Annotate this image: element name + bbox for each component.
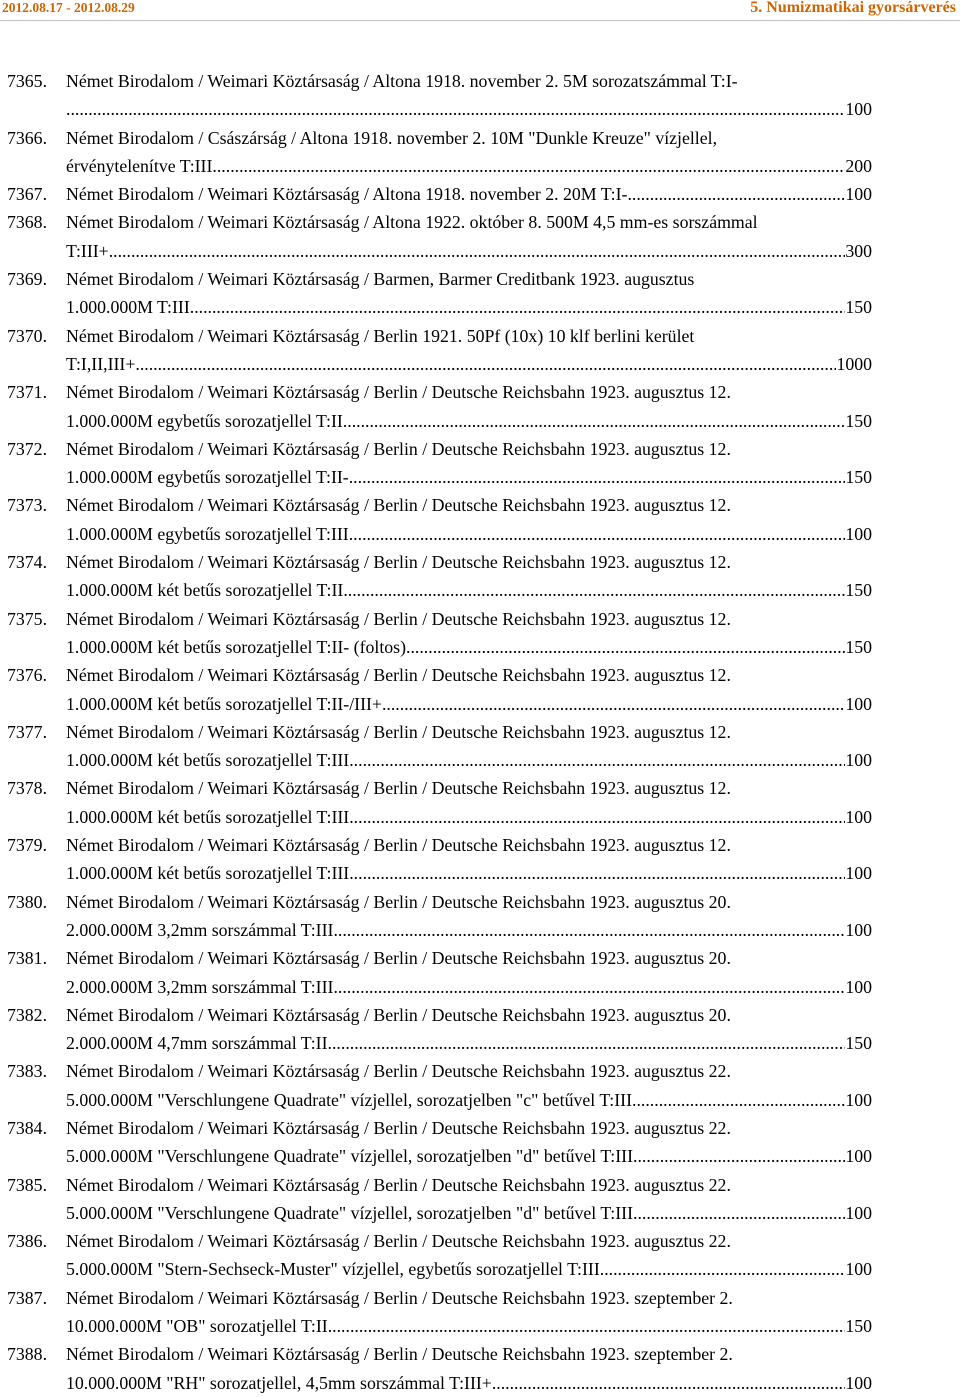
lot-price-line <box>66 350 872 378</box>
lot-description-line: 1.000.000M T:III <box>66 297 190 318</box>
lot-item <box>0 265 960 322</box>
lot-starting-price: 200 <box>845 155 872 176</box>
lot-price-line <box>66 576 872 604</box>
lot-description-line: Német Birodalom / Császárság / Altona 1918. november 2. 10M "Dunkle Kreuze" vízjellel, <box>66 127 718 148</box>
lot-price-line <box>66 1312 872 1340</box>
lot-price-line <box>66 916 872 944</box>
lot-item <box>0 1171 960 1228</box>
lot-price-line <box>66 1369 872 1397</box>
lot-description-line: Német Birodalom / Weimari Köztársaság / Berlin / Deutsche Reichsbahn 1923. augusztus 22. <box>66 1117 731 1138</box>
lot-description <box>66 491 872 548</box>
lot-description-line: 5.000.000M "Verschlungene Quadrate" vízjellel, sorozatjelben "c" betűvel T:III <box>66 1089 633 1110</box>
lot-description-line: Német Birodalom / Weimari Köztársaság / Berlin / Deutsche Reichsbahn 1923. augusztus 12. <box>66 835 731 856</box>
lot-item <box>0 1340 960 1397</box>
lot-description-line: T:III+ <box>66 240 109 261</box>
lot-price-line <box>66 1029 872 1057</box>
lot-description-line: 5.000.000M "Stern-Sechseck-Muster" vízjellel, egybetűs sorozatjellel T:III <box>66 1259 600 1280</box>
lot-number: 7386. <box>7 1231 48 1252</box>
lot-description-line: 2.000.000M 4,7mm sorszámmal T:II <box>66 1033 328 1054</box>
lot-price-line <box>66 95 872 123</box>
dot-leader <box>349 463 846 491</box>
lot-price-line <box>66 803 872 831</box>
lot-starting-price: 150 <box>845 636 872 657</box>
lot-item <box>0 67 960 124</box>
dot-leader <box>349 746 845 774</box>
lot-description <box>66 124 872 181</box>
lot-number: 7371. <box>7 382 48 403</box>
dot-leader <box>382 690 845 718</box>
dot-leader <box>328 1312 846 1340</box>
lot-description-line: 1.000.000M egybetűs sorozatjellel T:III <box>66 523 349 544</box>
lot-description-line: Német Birodalom / Weimari Köztársaság / Berlin / Deutsche Reichsbahn 1923. augusztus 12. <box>66 665 731 686</box>
lot-description <box>66 1114 872 1171</box>
lot-description-line: Német Birodalom / Weimari Köztársaság / Altona 1918. november 2. 20M T:I- <box>66 184 628 205</box>
lot-starting-price: 100 <box>845 1259 872 1280</box>
lot-price-line <box>66 180 872 208</box>
lot-description-line: Német Birodalom / Weimari Köztársaság / Berlin / Deutsche Reichsbahn 1923. augusztus 12. <box>66 552 731 573</box>
lot-description-line: Német Birodalom / Weimari Köztársaság / Berlin / Deutsche Reichsbahn 1923. augusztus 12. <box>66 495 731 516</box>
lot-description-line: 1.000.000M két betűs sorozatjellel T:III <box>66 806 350 827</box>
lot-item <box>0 831 960 888</box>
lot-description <box>66 1227 872 1284</box>
lot-starting-price: 100 <box>845 1089 872 1110</box>
lot-starting-price: 150 <box>845 580 872 601</box>
dot-leader <box>343 407 846 435</box>
lot-number: 7387. <box>7 1287 48 1308</box>
lot-number: 7385. <box>7 1174 48 1195</box>
lot-price-line <box>66 633 872 661</box>
lot-starting-price: 100 <box>845 750 872 771</box>
lot-description-line: 10.000.000M "OB" sorozatjellel T:II <box>66 1316 328 1337</box>
lot-item <box>0 1114 960 1171</box>
lot-number: 7380. <box>7 891 48 912</box>
lot-description-line: Német Birodalom / Weimari Köztársaság / Berlin / Deutsche Reichsbahn 1923. szeptember 2. <box>66 1287 733 1308</box>
lot-starting-price: 150 <box>845 297 872 318</box>
lot-description <box>66 378 872 435</box>
lot-description-line: Német Birodalom / Weimari Köztársaság / Altona 1918. november 2. 5M sorozatszámmal T:I- <box>66 71 738 91</box>
lot-price-line <box>66 746 872 774</box>
lot-item <box>0 548 960 605</box>
lot-description-line: Német Birodalom / Weimari Köztársaság / Berlin / Deutsche Reichsbahn 1923. augusztus 22. <box>66 1061 731 1082</box>
lot-description <box>66 944 872 1001</box>
dot-leader <box>633 1199 845 1227</box>
lot-price-line <box>66 973 872 1001</box>
lot-description <box>66 322 872 379</box>
lot-item <box>0 605 960 662</box>
lot-starting-price: 100 <box>845 1202 872 1223</box>
lot-item <box>0 1284 960 1341</box>
lot-item <box>0 1001 960 1058</box>
lot-number: 7367. <box>7 184 48 205</box>
lot-number: 7366. <box>7 127 48 148</box>
lot-item <box>0 180 960 208</box>
dot-leader <box>492 1369 846 1397</box>
dot-leader <box>333 973 845 1001</box>
lot-description <box>66 1057 872 1114</box>
lot-item <box>0 208 960 265</box>
lot-item <box>0 124 960 181</box>
lot-description-line: 5.000.000M "Verschlungene Quadrate" vízjellel, sorozatjelben "d" betűvel T:III <box>66 1202 634 1223</box>
dot-leader <box>406 633 845 661</box>
lot-description <box>66 1171 872 1228</box>
lot-starting-price: 100 <box>845 693 872 714</box>
lot-description-line: Német Birodalom / Weimari Köztársaság / Berlin / Deutsche Reichsbahn 1923. augusztus 12. <box>66 778 731 799</box>
lot-starting-price: 150 <box>845 1316 872 1337</box>
lot-description-line: Német Birodalom / Weimari Köztársaság / Berlin / Deutsche Reichsbahn 1923. szeptember 2. <box>66 1344 733 1365</box>
lot-price-line <box>66 237 872 265</box>
dot-leader <box>333 916 845 944</box>
dot-leader <box>135 350 836 378</box>
auction-date-range: 2012.08.17 - 2012.08.29 <box>2 0 135 15</box>
lot-item <box>0 718 960 775</box>
lot-item <box>0 491 960 548</box>
lot-description-line: Német Birodalom / Weimari Köztársaság / Altona 1922. október 8. 500M 4,5 mm-es sorszámmal <box>66 212 758 233</box>
lot-number: 7374. <box>7 552 48 573</box>
lot-description-line: Német Birodalom / Weimari Köztársaság / Berlin / Deutsche Reichsbahn 1923. augusztus 20. <box>66 1004 731 1025</box>
lot-price-line <box>66 520 872 548</box>
lot-description <box>66 548 872 605</box>
lot-item <box>0 774 960 831</box>
lot-description <box>66 888 872 945</box>
lot-item <box>0 888 960 945</box>
lot-starting-price: 100 <box>845 919 872 940</box>
lot-description-line: Német Birodalom / Weimari Köztársaság / Berlin / Deutsche Reichsbahn 1923. augusztus 22. <box>66 1174 731 1195</box>
lot-description <box>66 774 872 831</box>
lot-description-line: 1.000.000M két betűs sorozatjellel T:III <box>66 750 350 771</box>
lot-description-line: T:I,II,III+ <box>66 353 136 374</box>
lot-description <box>66 435 872 492</box>
lot-description <box>66 605 872 662</box>
page-header <box>0 0 960 24</box>
lot-item <box>0 1057 960 1114</box>
lot-price-line <box>66 407 872 435</box>
dot-leader <box>328 1029 846 1057</box>
lot-number: 7373. <box>7 495 48 516</box>
lot-description <box>66 208 872 265</box>
lot-starting-price: 1000 <box>836 353 872 374</box>
lot-number: 7370. <box>7 325 48 346</box>
lot-description-line: 1.000.000M két betűs sorozatjellel T:II-/III+ <box>66 693 382 714</box>
lot-number: 7388. <box>7 1344 48 1365</box>
lot-price-line <box>66 1255 872 1283</box>
lot-description <box>66 180 872 208</box>
lot-description-line: 2.000.000M 3,2mm sorszámmal T:III <box>66 976 334 997</box>
dot-leader <box>66 95 845 123</box>
lot-item <box>0 1227 960 1284</box>
lot-description-line: Német Birodalom / Weimari Köztársaság / Berlin 1921. 50Pf (10x) 10 klf berlini kerület <box>66 325 695 346</box>
lot-description-line: érvénytelenítve T:III <box>66 155 213 176</box>
lot-price-line <box>66 293 872 321</box>
lot-number: 7372. <box>7 438 48 459</box>
lot-price-line <box>66 1199 872 1227</box>
lot-description-line: Német Birodalom / Weimari Köztársaság / Barmen, Barmer Creditbank 1923. augusztus <box>66 269 695 290</box>
lot-description-line: 1.000.000M két betűs sorozatjellel T:II- (foltos) <box>66 636 407 657</box>
dot-leader <box>349 859 845 887</box>
lot-description <box>66 265 872 322</box>
dot-leader <box>627 180 845 208</box>
lot-description-line: 1.000.000M egybetűs sorozatjellel T:II- <box>66 467 349 488</box>
lot-number: 7365. <box>7 71 48 91</box>
lot-description-line: Német Birodalom / Weimari Köztársaság / Berlin / Deutsche Reichsbahn 1923. augusztus 20. <box>66 891 731 912</box>
dot-leader <box>343 576 845 604</box>
lot-list <box>0 67 960 1397</box>
lot-starting-price: 100 <box>845 1372 872 1393</box>
lot-item <box>0 322 960 379</box>
dot-leader <box>212 152 845 180</box>
lot-description-line: 1.000.000M egybetűs sorozatjellel T:II <box>66 410 343 431</box>
lot-description <box>66 831 872 888</box>
lot-starting-price: 150 <box>845 467 872 488</box>
lot-starting-price: 300 <box>845 240 872 261</box>
lot-number: 7369. <box>7 269 48 290</box>
lot-description <box>66 1340 872 1397</box>
dot-leader <box>632 1086 845 1114</box>
lot-starting-price: 100 <box>845 1146 872 1167</box>
lot-description <box>66 67 872 124</box>
lot-price-line <box>66 463 872 491</box>
lot-price-line <box>66 152 872 180</box>
lot-description-line: Német Birodalom / Weimari Köztársaság / Berlin / Deutsche Reichsbahn 1923. augusztus 12. <box>66 382 731 403</box>
dot-leader <box>633 1142 845 1170</box>
lot-description <box>66 1001 872 1058</box>
lot-starting-price: 100 <box>845 863 872 884</box>
lot-description-line: Német Birodalom / Weimari Köztársaság / Berlin / Deutsche Reichsbahn 1923. augusztus 22. <box>66 1231 731 1252</box>
lot-description-line: 2.000.000M 3,2mm sorszámmal T:III <box>66 919 334 940</box>
lot-number: 7379. <box>7 835 48 856</box>
lot-item <box>0 435 960 492</box>
dot-leader <box>109 237 846 265</box>
lot-item <box>0 661 960 718</box>
lot-description-line: Német Birodalom / Weimari Köztársaság / Berlin / Deutsche Reichsbahn 1923. augusztus 12. <box>66 721 731 742</box>
lot-item <box>0 944 960 1001</box>
lot-description-line: 1.000.000M két betűs sorozatjellel T:III <box>66 863 350 884</box>
lot-item <box>0 378 960 435</box>
lot-description-line: 10.000.000M "RH" sorozatjellel, 4,5mm sorszámmal T:III+ <box>66 1372 492 1393</box>
auction-title: 5. Numizmatikai gyorsárverés <box>750 0 956 16</box>
dot-leader <box>349 520 846 548</box>
lot-description-line: Német Birodalom / Weimari Köztársaság / Berlin / Deutsche Reichsbahn 1923. augusztus 12. <box>66 438 731 459</box>
lot-price-line <box>66 859 872 887</box>
lot-starting-price: 100 <box>845 99 872 120</box>
lot-number: 7376. <box>7 665 48 686</box>
lot-number: 7378. <box>7 778 48 799</box>
lot-description-line: 5.000.000M "Verschlungene Quadrate" vízjellel, sorozatjelben "d" betűvel T:III <box>66 1146 634 1167</box>
lot-price-line <box>66 690 872 718</box>
lot-number: 7384. <box>7 1117 48 1138</box>
lot-number: 7383. <box>7 1061 48 1082</box>
lot-description <box>66 661 872 718</box>
lot-price-line <box>66 1086 872 1114</box>
lot-starting-price: 100 <box>845 976 872 997</box>
lot-starting-price: 100 <box>845 806 872 827</box>
lot-starting-price: 100 <box>845 523 872 544</box>
lot-description-line: Német Birodalom / Weimari Köztársaság / Berlin / Deutsche Reichsbahn 1923. augusztus 20. <box>66 948 731 969</box>
lot-number: 7381. <box>7 948 48 969</box>
lot-number: 7375. <box>7 608 48 629</box>
lot-description-line: 1.000.000M két betűs sorozatjellel T:II <box>66 580 344 601</box>
lot-starting-price: 150 <box>845 410 872 431</box>
dot-leader <box>190 293 846 321</box>
lot-description <box>66 718 872 775</box>
lot-starting-price: 150 <box>845 1033 872 1054</box>
lot-description-line: Német Birodalom / Weimari Köztársaság / Berlin / Deutsche Reichsbahn 1923. augusztus 12. <box>66 608 731 629</box>
lot-number: 7382. <box>7 1004 48 1025</box>
lot-starting-price: 100 <box>845 184 872 205</box>
lot-description <box>66 1284 872 1341</box>
header-divider <box>0 20 960 21</box>
dot-leader <box>349 803 845 831</box>
lot-number: 7368. <box>7 212 48 233</box>
lot-price-line <box>66 1142 872 1170</box>
dot-leader <box>600 1255 846 1283</box>
lot-number: 7377. <box>7 721 48 742</box>
